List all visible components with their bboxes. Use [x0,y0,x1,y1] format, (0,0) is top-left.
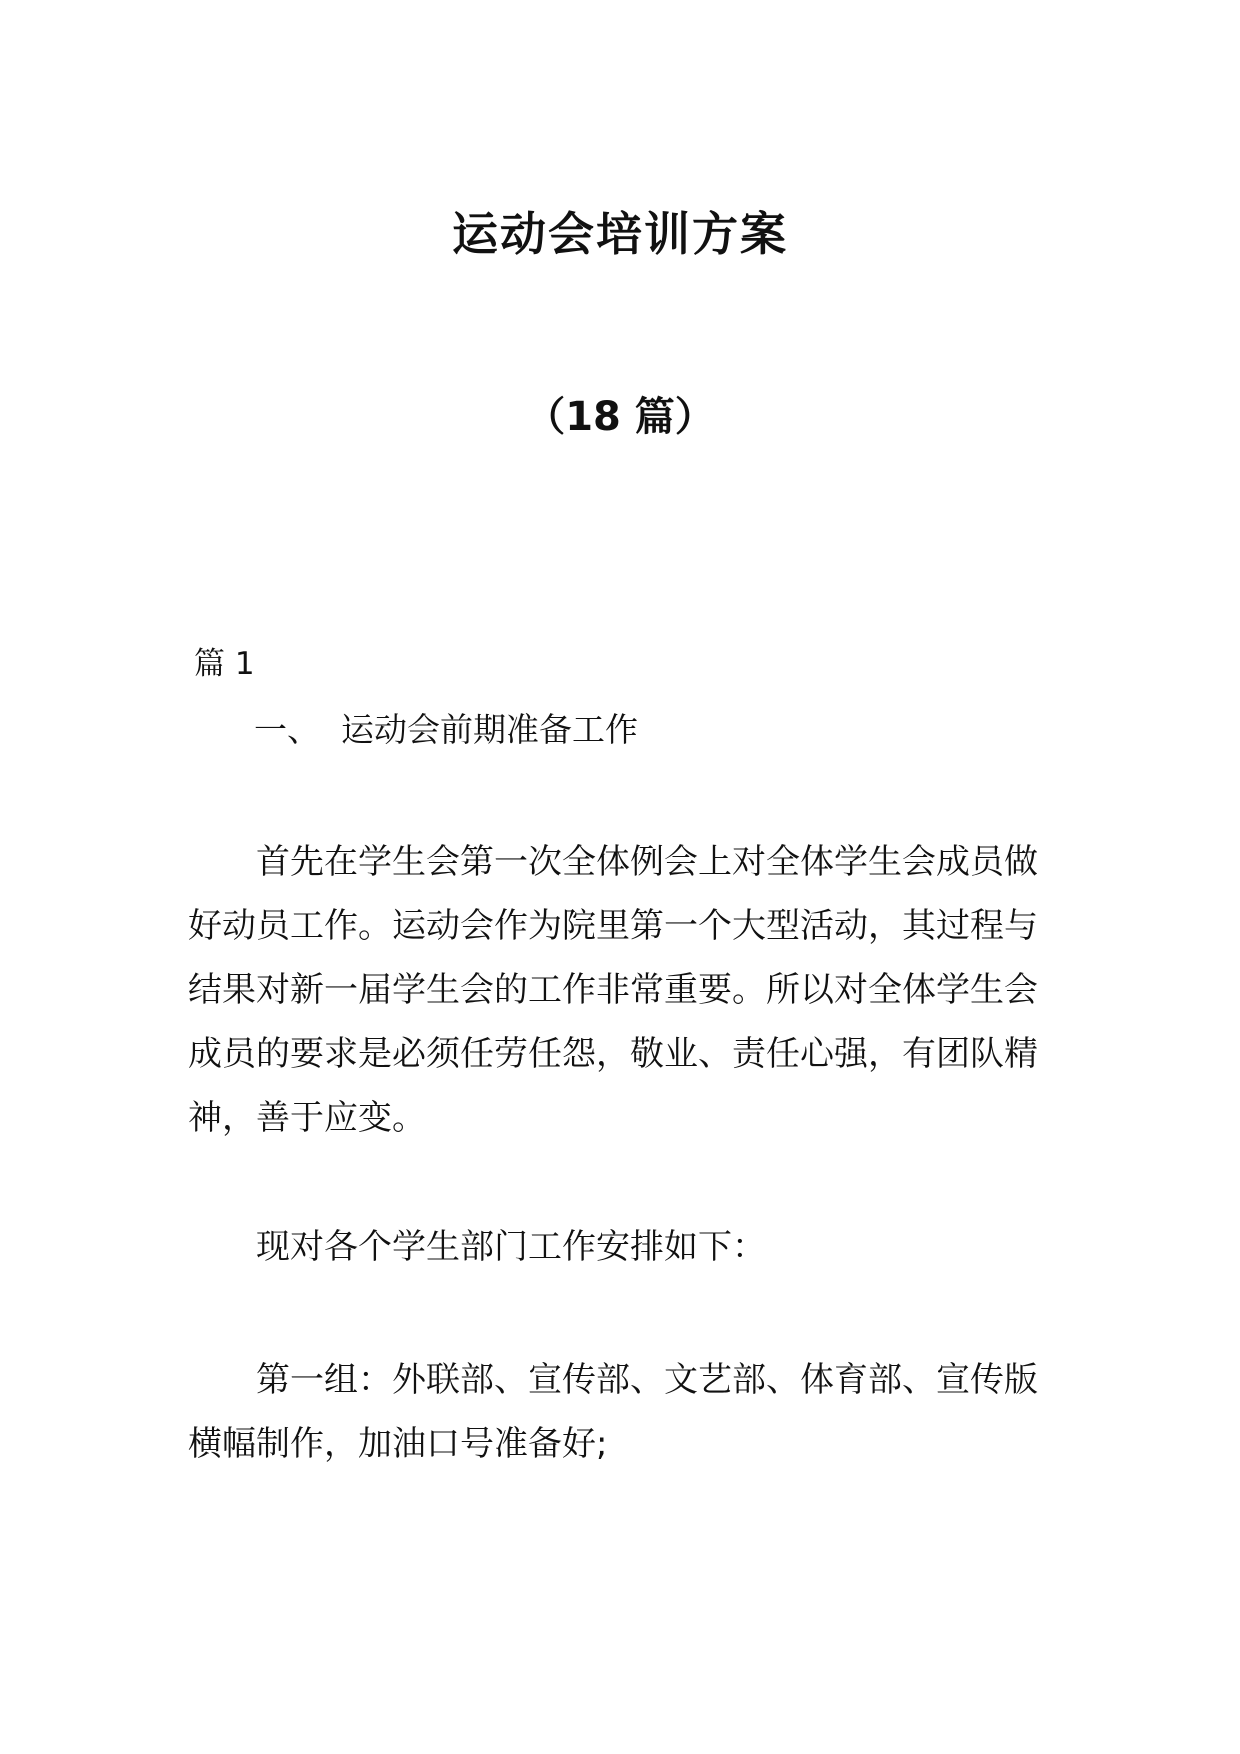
section-label: 篇 1 [194,646,255,682]
paragraph-group-one: 第一组：外联部、宣传部、文艺部、体育部、宣传版横幅制作，加油口号准备好; [188,1360,1038,1464]
document-title: 运动会培训方案 [452,207,788,261]
document-subtitle: （18 篇） [525,394,715,440]
section-heading: 一、 运动会前期准备工作 [254,710,638,749]
paragraph-arrangement-intro: 现对各个学生部门工作安排如下： [256,1227,766,1267]
paragraph-mobilization: 首先在学生会第一次全体例会上对全体学生会成员做好动员工作。运动会作为院里第一个大型活动，其过程与结果对新一届学生会的工作非常重要。所以对全体学生会成员的要求是必须任劳任怨，敬业、责任心强，有团队精神，善于应变。 [188,842,1038,1138]
